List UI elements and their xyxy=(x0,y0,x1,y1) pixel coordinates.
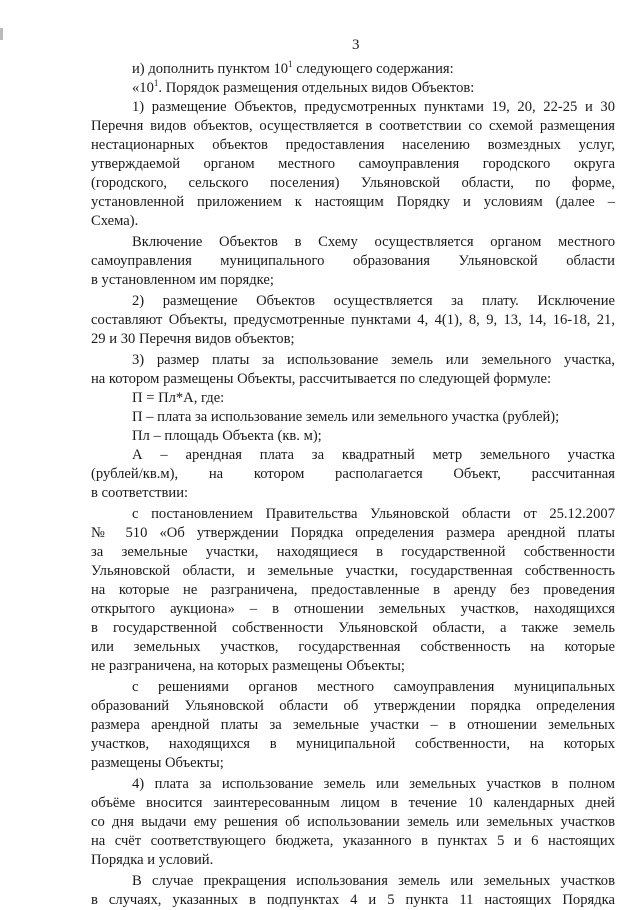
document-body xyxy=(91,60,615,910)
scan-edge-mark xyxy=(0,28,3,40)
paragraph-resolution xyxy=(91,505,615,676)
text-line: в государственной собственности Ульяновской области, а также земель xyxy=(91,620,615,636)
text-line: 2) размещение Объектов осуществляется за плату. Исключение xyxy=(132,293,615,309)
text-line: на котором размещены Объекты, рассчитывается по следующей формуле: xyxy=(91,371,552,387)
text-line: самоуправления муниципального образования Ульяновской области xyxy=(91,253,615,269)
text-line: утверждаемой органом местного самоуправления городского округа xyxy=(91,156,615,172)
text-line: 4) плата за использование земель или земельных участков в полном xyxy=(132,776,615,792)
formula-definition: П – плата за использование земель или земельного участка (рублей); xyxy=(132,409,560,425)
formula-definition: Пл – площадь Объекта (кв. м); xyxy=(132,428,322,444)
paragraph-item-3 xyxy=(91,351,615,503)
text-line: Включение Объектов в Схему осуществляется органом местного xyxy=(132,234,615,250)
text-line: за земельные участки, находящиеся в государственной собственности xyxy=(91,544,615,560)
paragraph-inclusion xyxy=(91,233,615,290)
text-line: размера арендной платы за земельные участки – в отношении земельных xyxy=(91,717,615,733)
text-line: Ульяновской области, и земельные участки, государственная собственность xyxy=(91,563,615,579)
text-line: № 510 «Об утверждении Порядка определения размера арендной платы xyxy=(91,525,615,541)
text-line: не разграничена, на которых размещены Объекты; xyxy=(91,658,405,674)
text-line: открытого аукциона» – в отношении земельных участков, находящихся xyxy=(91,601,615,617)
text-line: Порядка и условий. xyxy=(91,852,214,868)
text-line: «$10^1$. Порядок размещения отдельных видов Объектов: xyxy=(132,78,475,96)
text-line: размещены Объекты; xyxy=(91,755,224,771)
text-line: в случаях, указанных в подпунктах 4 и 5 пункта 11 настоящих Порядка xyxy=(91,892,615,908)
text-line: со дня выдачи ему решения об использовании земель или земельных участков xyxy=(91,814,615,830)
text-line: 29 и 30 Перечня видов объектов; xyxy=(91,331,295,347)
text-line: составляют Объекты, предусмотренные пунктами 4, 4(1), 8, 9, 13, 14, 16-18, 21, xyxy=(91,312,615,328)
text-line: и) дополнить пунктом $10^1$ следующего содержания: xyxy=(132,59,454,77)
text-line: или земельных участков, государственная собственность на которые xyxy=(91,639,615,655)
page-number: 3 xyxy=(352,37,360,53)
text-line: с постановлением Правительства Ульяновской области от 25.12.2007 xyxy=(132,506,615,522)
paragraph-item-2 xyxy=(91,292,615,349)
text-line: В случае прекращения использования земель или земельных участков xyxy=(132,873,615,889)
text-line: в установленном им порядке; xyxy=(91,272,274,288)
text-line: объёме вносится заинтересованным лицом в течение 10 календарных дней xyxy=(91,795,615,811)
text-line: образований Ульяновской области об утверждении порядка определения xyxy=(91,698,615,714)
text-line: в соответствии: xyxy=(91,485,189,501)
formula-definition: А – арендная плата за квадратный метр земельного участка xyxy=(132,447,615,463)
text-line: 1) размещение Объектов, предусмотренных пунктами 19, 20, 22-25 и 30 xyxy=(132,99,615,115)
text-line: на счёт соответствующего бюджета, указанного в пунктах 5 и 6 настоящих xyxy=(91,833,615,849)
text-line: (городского, сельского поселения) Ульяновской области, по форме, xyxy=(91,175,615,191)
text-line: нестационарных объектов предоставления населению возмездных услуг, xyxy=(91,137,615,153)
paragraph-item-1 xyxy=(91,98,615,231)
paragraph-municipal xyxy=(91,678,615,773)
text-line: (рублей/кв.м), на котором располагается Объект, рассчитанная xyxy=(91,466,615,482)
paragraph-termination xyxy=(91,872,615,910)
text-line: на которые не разграничена, предоставленные в аренду без проведения xyxy=(91,582,615,598)
paragraph-item-4 xyxy=(91,775,615,870)
formula: П = Пл*А, где: xyxy=(132,390,225,406)
text-line: Перечня видов объектов, осуществляется в соответствии со схемой размещения xyxy=(91,118,615,134)
text-line: установленной приложением к настоящим Порядку и условиям (далее – xyxy=(91,194,615,210)
text-line: 3) размер платы за использование земель или земельного участка, xyxy=(132,352,615,368)
text-line: с решениями органов местного самоуправления муниципальных xyxy=(132,679,615,695)
text-line: Схема). xyxy=(91,213,139,229)
text-line: участков, находящихся в муниципальной собственности, на которых xyxy=(91,736,615,752)
